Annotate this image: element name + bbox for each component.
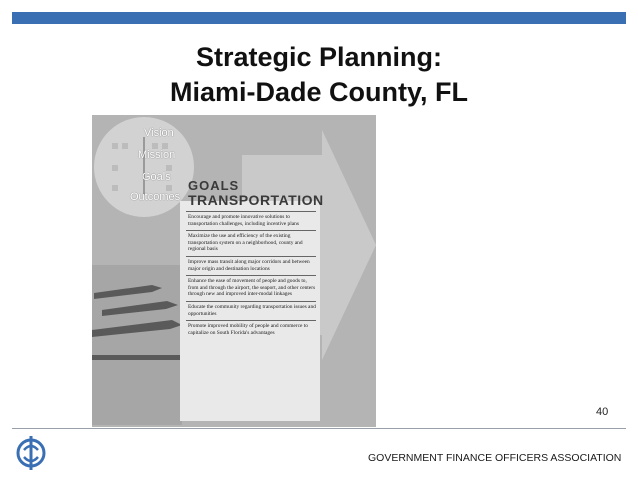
hierarchy-mission: Mission xyxy=(138,149,176,161)
goal-item: Maximize the use and efficiency of the existing transportation system on a neighborhood, county and regional basis xyxy=(186,230,316,256)
strategic-plan-figure xyxy=(92,115,376,427)
gfoa-logo-icon xyxy=(14,432,48,472)
hierarchy-outcomes: Outcomes xyxy=(130,191,181,203)
goal-item: Educate the community regarding transportation issues and opportunities xyxy=(186,301,316,320)
section-label: TRANSPORTATION xyxy=(188,192,324,208)
goals-label: GOALS xyxy=(188,178,240,193)
title-line-1: Strategic Planning: xyxy=(195,42,443,72)
footer-divider xyxy=(12,428,626,429)
top-accent-bar xyxy=(12,12,626,24)
page-number: 40 xyxy=(596,406,609,418)
goal-list xyxy=(186,211,316,339)
goal-item: Improve mass transit along major corridors and between major origin and destination locations xyxy=(186,256,316,275)
title-line-2: Miami-Dade County, FL xyxy=(169,77,468,107)
goal-item: Enhance the ease of movement of people and goods to, from and through the airport, the seaport, and other centers through new and improved inter-modal linkages xyxy=(186,275,316,301)
hierarchy-vision: Vision xyxy=(144,127,174,139)
goals-heading xyxy=(188,179,324,207)
slide-title xyxy=(0,40,638,110)
goal-item: Encourage and promote innovative solutions to transportation challenges, including incentive plans xyxy=(186,211,316,230)
goal-item: Promote improved mobility of people and commerce to capitalize on South Florida's advantages xyxy=(186,320,316,339)
hierarchy-goals: Goals xyxy=(142,171,171,183)
organization-name: GOVERNMENT FINANCE OFFICERS ASSOCIATION xyxy=(368,452,622,464)
